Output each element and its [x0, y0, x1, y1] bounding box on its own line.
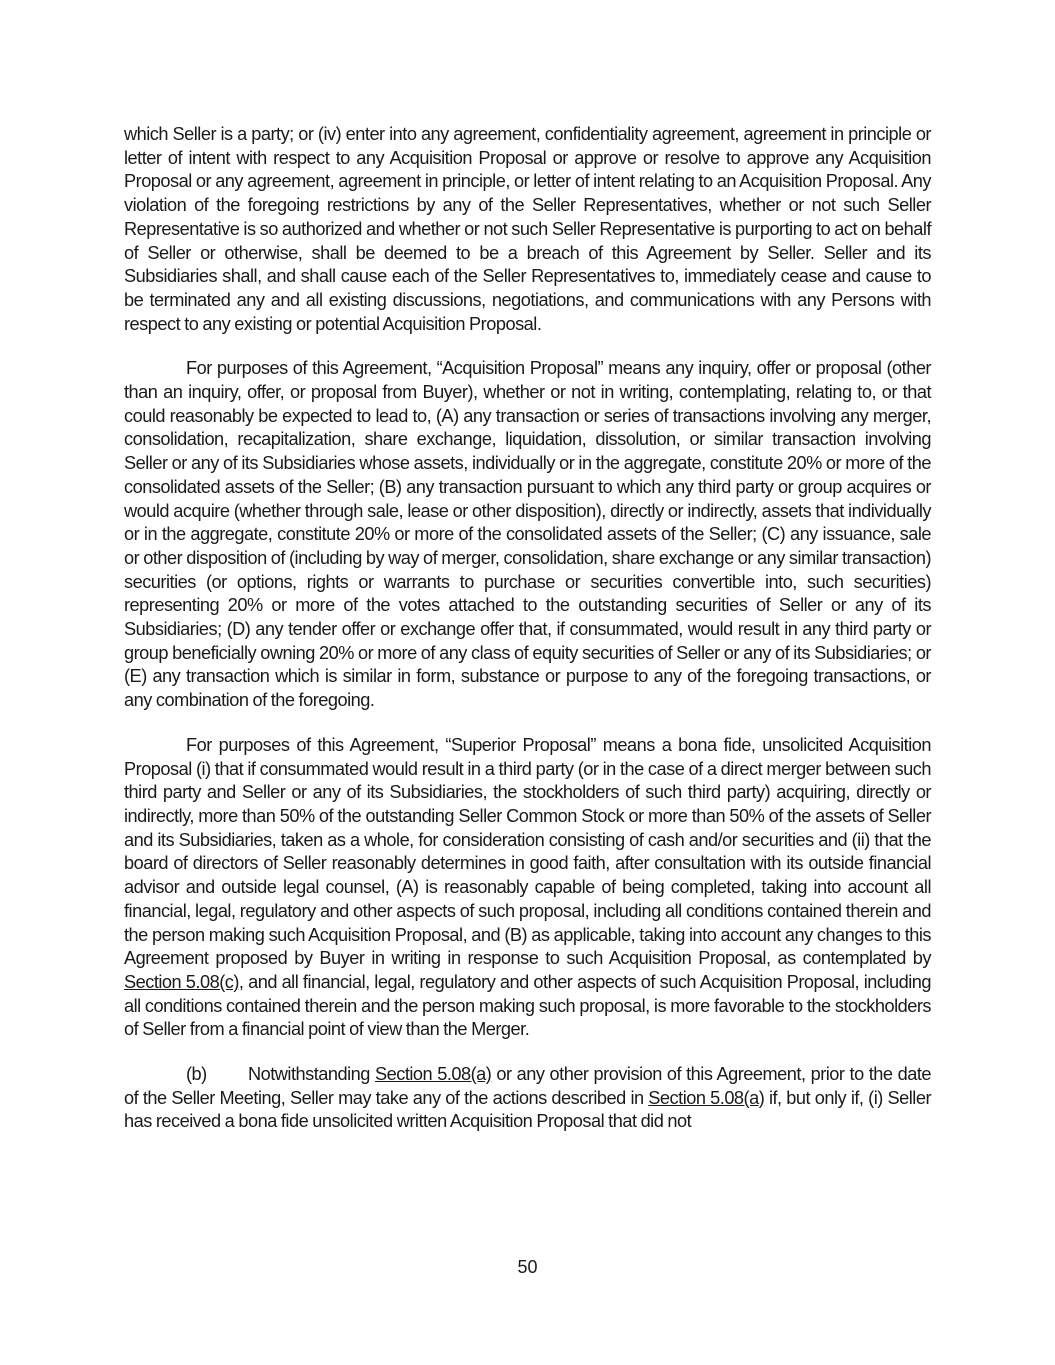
paragraph-text: Notwithstanding [248, 1064, 375, 1085]
page-number: 50 [517, 1257, 538, 1277]
paragraph-text: which Seller is a party; or (iv) enter into any agreement, confidentiality agreement, agreement in principle or letter of intent with respect to any Acquisition Proposal or approve or resolve to approve any Acquisition Proposal or any agreement, agreement in principle, or letter of intent relating to an Acquisition Proposal. Any violation of the foregoing restrictions by any of the Seller Representatives, whether or not such Seller Representative is so authorized and whether or not such Seller Representative is purporting to act on behalf of Seller or otherwise, shall be deemed to be a breach of this Agreement by Seller. Seller and its Subsidiaries shall, and shall cause each of the Seller Representatives to, immediately cease and cause to be terminated any and all existing discussions, negotiations, and communications with any Persons with respect to any existing or potential Acquisition Proposal. [124, 124, 931, 334]
paragraph-acquisition-proposal-definition [124, 357, 931, 713]
paragraph-text: if, but only if, (i) Seller has received a bona fide unsolicited written Acquisition Proposal that did not [124, 1087, 931, 1132]
subsection-label: (b) [186, 1064, 207, 1085]
section-reference: Section 5.08(c) [124, 971, 239, 992]
paragraph-text: , and all financial, legal, regulatory and other aspects of such Acquisition Proposal, including all conditions contained therein and the person making such proposal, is more favorable to the stockholders of Seller from a financial point of view than the Merger. [124, 971, 931, 1040]
paragraph-superior-proposal-definition [124, 734, 931, 1042]
paragraph-text: or any other provision of this Agreement, prior to the date of the Seller Meeting, Seller may take any of the actions described in [124, 1064, 932, 1108]
paragraph-text: For purposes of this Agreement, “Acquisition Proposal” means any inquiry, offer or proposal (other than an inquiry, offer, or proposal from Buyer), whether or not in writing, contemplating, relating to, or that could reasonably be expected to lead to, (A) any transaction or series of transactions involving any merger, consolidation, recapitalization, share exchange, liquidation, dissolution, or similar transaction involving Seller or any of its Subsidiaries whose assets, individually or in the aggregate, constitute 20% or more of the consolidated assets of the Seller; (B) any transaction pursuant to which any third party or group acquires or would acquire (whether through sale, lease or other disposition), directly or indirectly, assets that individually or in the aggregate, constitute 20% or more of the consolidated assets of the Seller; (C) any issuance, sale or other disposition of (including by way of merger, consolidation, share exchange or any similar transaction) securities (or options, rights or warrants to purchase or securities convertible into, such securities) representing 20% or more of the votes attached to the outstanding securities of Seller or any of its Subsidiaries; (D) any tender offer or exchange offer that, if consummated, would result in any third party or group beneficially owning 20% or more of any class of equity securities of Seller or any of its Subsidiaries; or (E) any transaction which is similar in form, substance or purpose to any of the foregoing transactions, or any combination of the foregoing. [124, 358, 931, 711]
section-reference: Section 5.08(a) [648, 1087, 765, 1108]
paragraph-text: For purposes of this Agreement, “Superior Proposal” means a bona fide, unsolicited Acquisition Proposal (i) that if consummated would result in a third party (or in the case of a direct merger between such third party and Seller or any of its Subsidiaries, the stockholders of such third party) acquiring, directly or indirectly, more than 50% of the outstanding Seller Common Stock or more than 50% of the assets of Seller and its Subsidiaries, taken as a whole, for consideration consisting of cash and/or securities and (ii) that the board of directors of Seller reasonably determines in good faith, after consultation with its outside financial advisor and outside legal counsel, (A) is reasonably capable of being completed, taking into account all financial, legal, regulatory and other aspects of such proposal, including all conditions contained therein and the person making such Acquisition Proposal, and (B) as applicable, taking into account any changes to this Agreement proposed by Buyer in writing in response to such Acquisition Proposal, as contemplated by [124, 734, 931, 969]
paragraph-continued [124, 123, 931, 336]
document-body [124, 123, 931, 1155]
section-reference: Section 5.08(a) [374, 1064, 492, 1085]
paragraph-subsection-b [124, 1063, 931, 1134]
